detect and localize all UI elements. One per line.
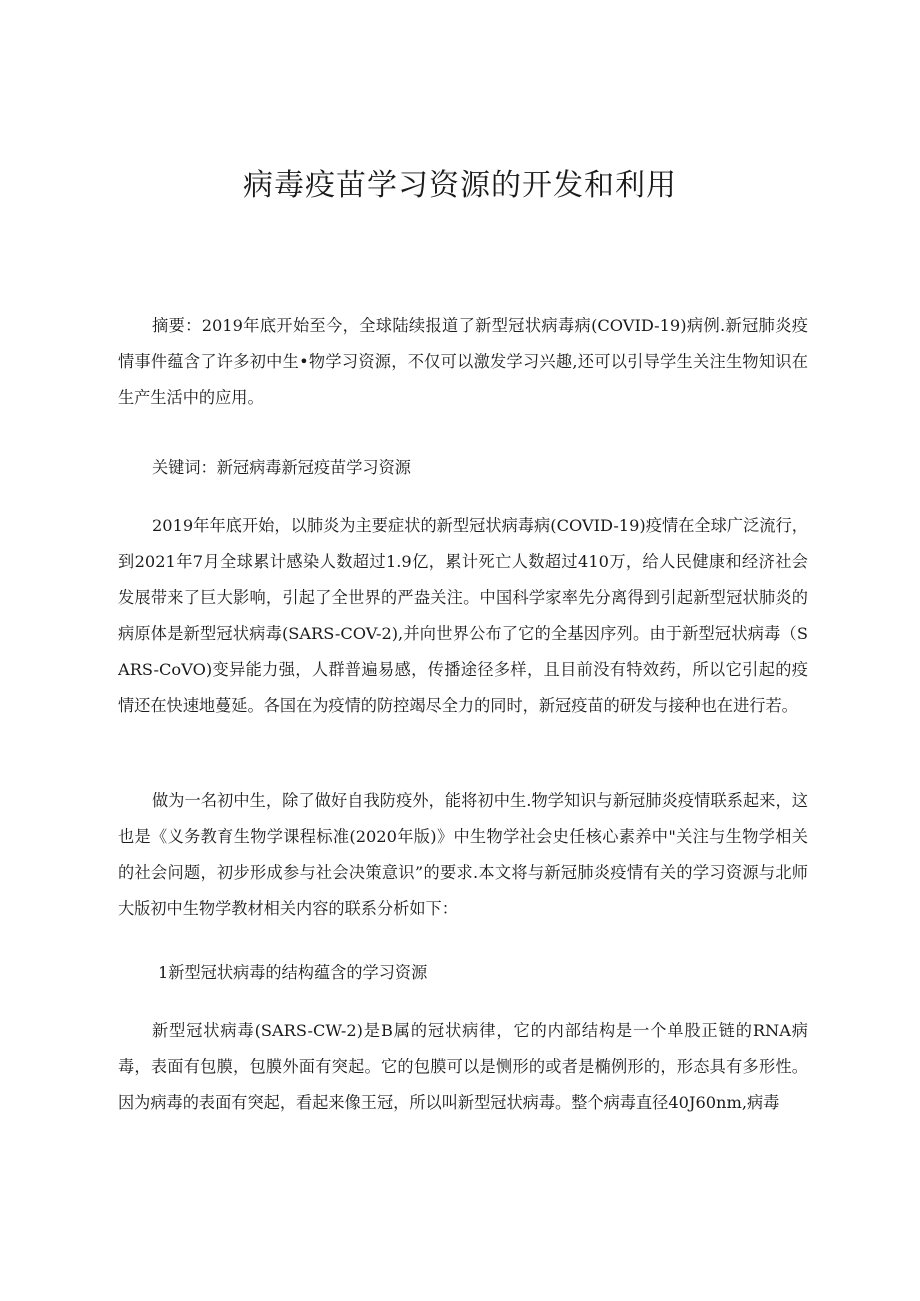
document-title: 病毒疫苗学习资源的开发和利用 (243, 168, 677, 203)
abstract-paragraph: 摘要：2019年底开始至今，全球陆续报道了新型冠状病毒病(COVID-19)病例.新冠肺炎疫情事件蕴含了许多初中生•物学习资源，不仅可以激发学习兴趣,还可以引导学生关注生物知识在生产生活中的应用。 (118, 316, 808, 407)
body-paragraph-2: 做为一名初中生，除了做好自我防疫外，能将初中生.物学知识与新冠肺炎疫情联系起来，这也是《义务教育生物学课程标准(2020年版)》中生物学社会史任核心素养中"关注与生物学相关的社会问题，初步形成参与社会决策意识”的要求.本文将与新冠肺炎疫情有关的学习资源与北师大版初中生物学教材相关内容的联系分析如下： (118, 791, 808, 918)
section-heading-1: 1新型冠状病毒的结构蕴含的学习资源 (158, 963, 428, 982)
section-1-paragraph: 新型冠状病毒(SARS-CW-2)是B属的冠状病律，它的内部结构是一个单股正链的RNA病毒，表面有包膜，包膜外面有突起。它的包膜可以是恻形的或者是椭例形的，形态具有多形性。因为病毒的表面有突起，看起来像王冠，所以叫新型冠状病毒。整个病毒直径40J60nm,病毒 (118, 1021, 808, 1112)
body-paragraph-1: 2019年年底开始，以肺炎为主要症状的新型冠状病毒病(COVID-19)疫情在全球广泛流行，到2021年7月全球累计感染人数超过1.9亿，累计死亡人数超过410万，给人民健康和经济社会发展带来了巨大影响，引起了全世界的严盎关注。中国科学家率先分离得到引起新型冠状肺炎的病原体是新型冠状病毒(SARS-COV-2),并向世界公布了它的全基因序列。由于新型冠状病毒（SARS-CoVO)变异能力强，人群普遍易感，传播途径多样，且目前没有特效药，所以它引起的疫情还在快速地蔓延。各国在为疫情的防控竭尽全力的同时，新冠疫苗的研发与接种也在进行若。 (118, 516, 808, 715)
keywords-line: 关键词：新冠病毒新冠疫苗学习资源 (152, 458, 411, 477)
